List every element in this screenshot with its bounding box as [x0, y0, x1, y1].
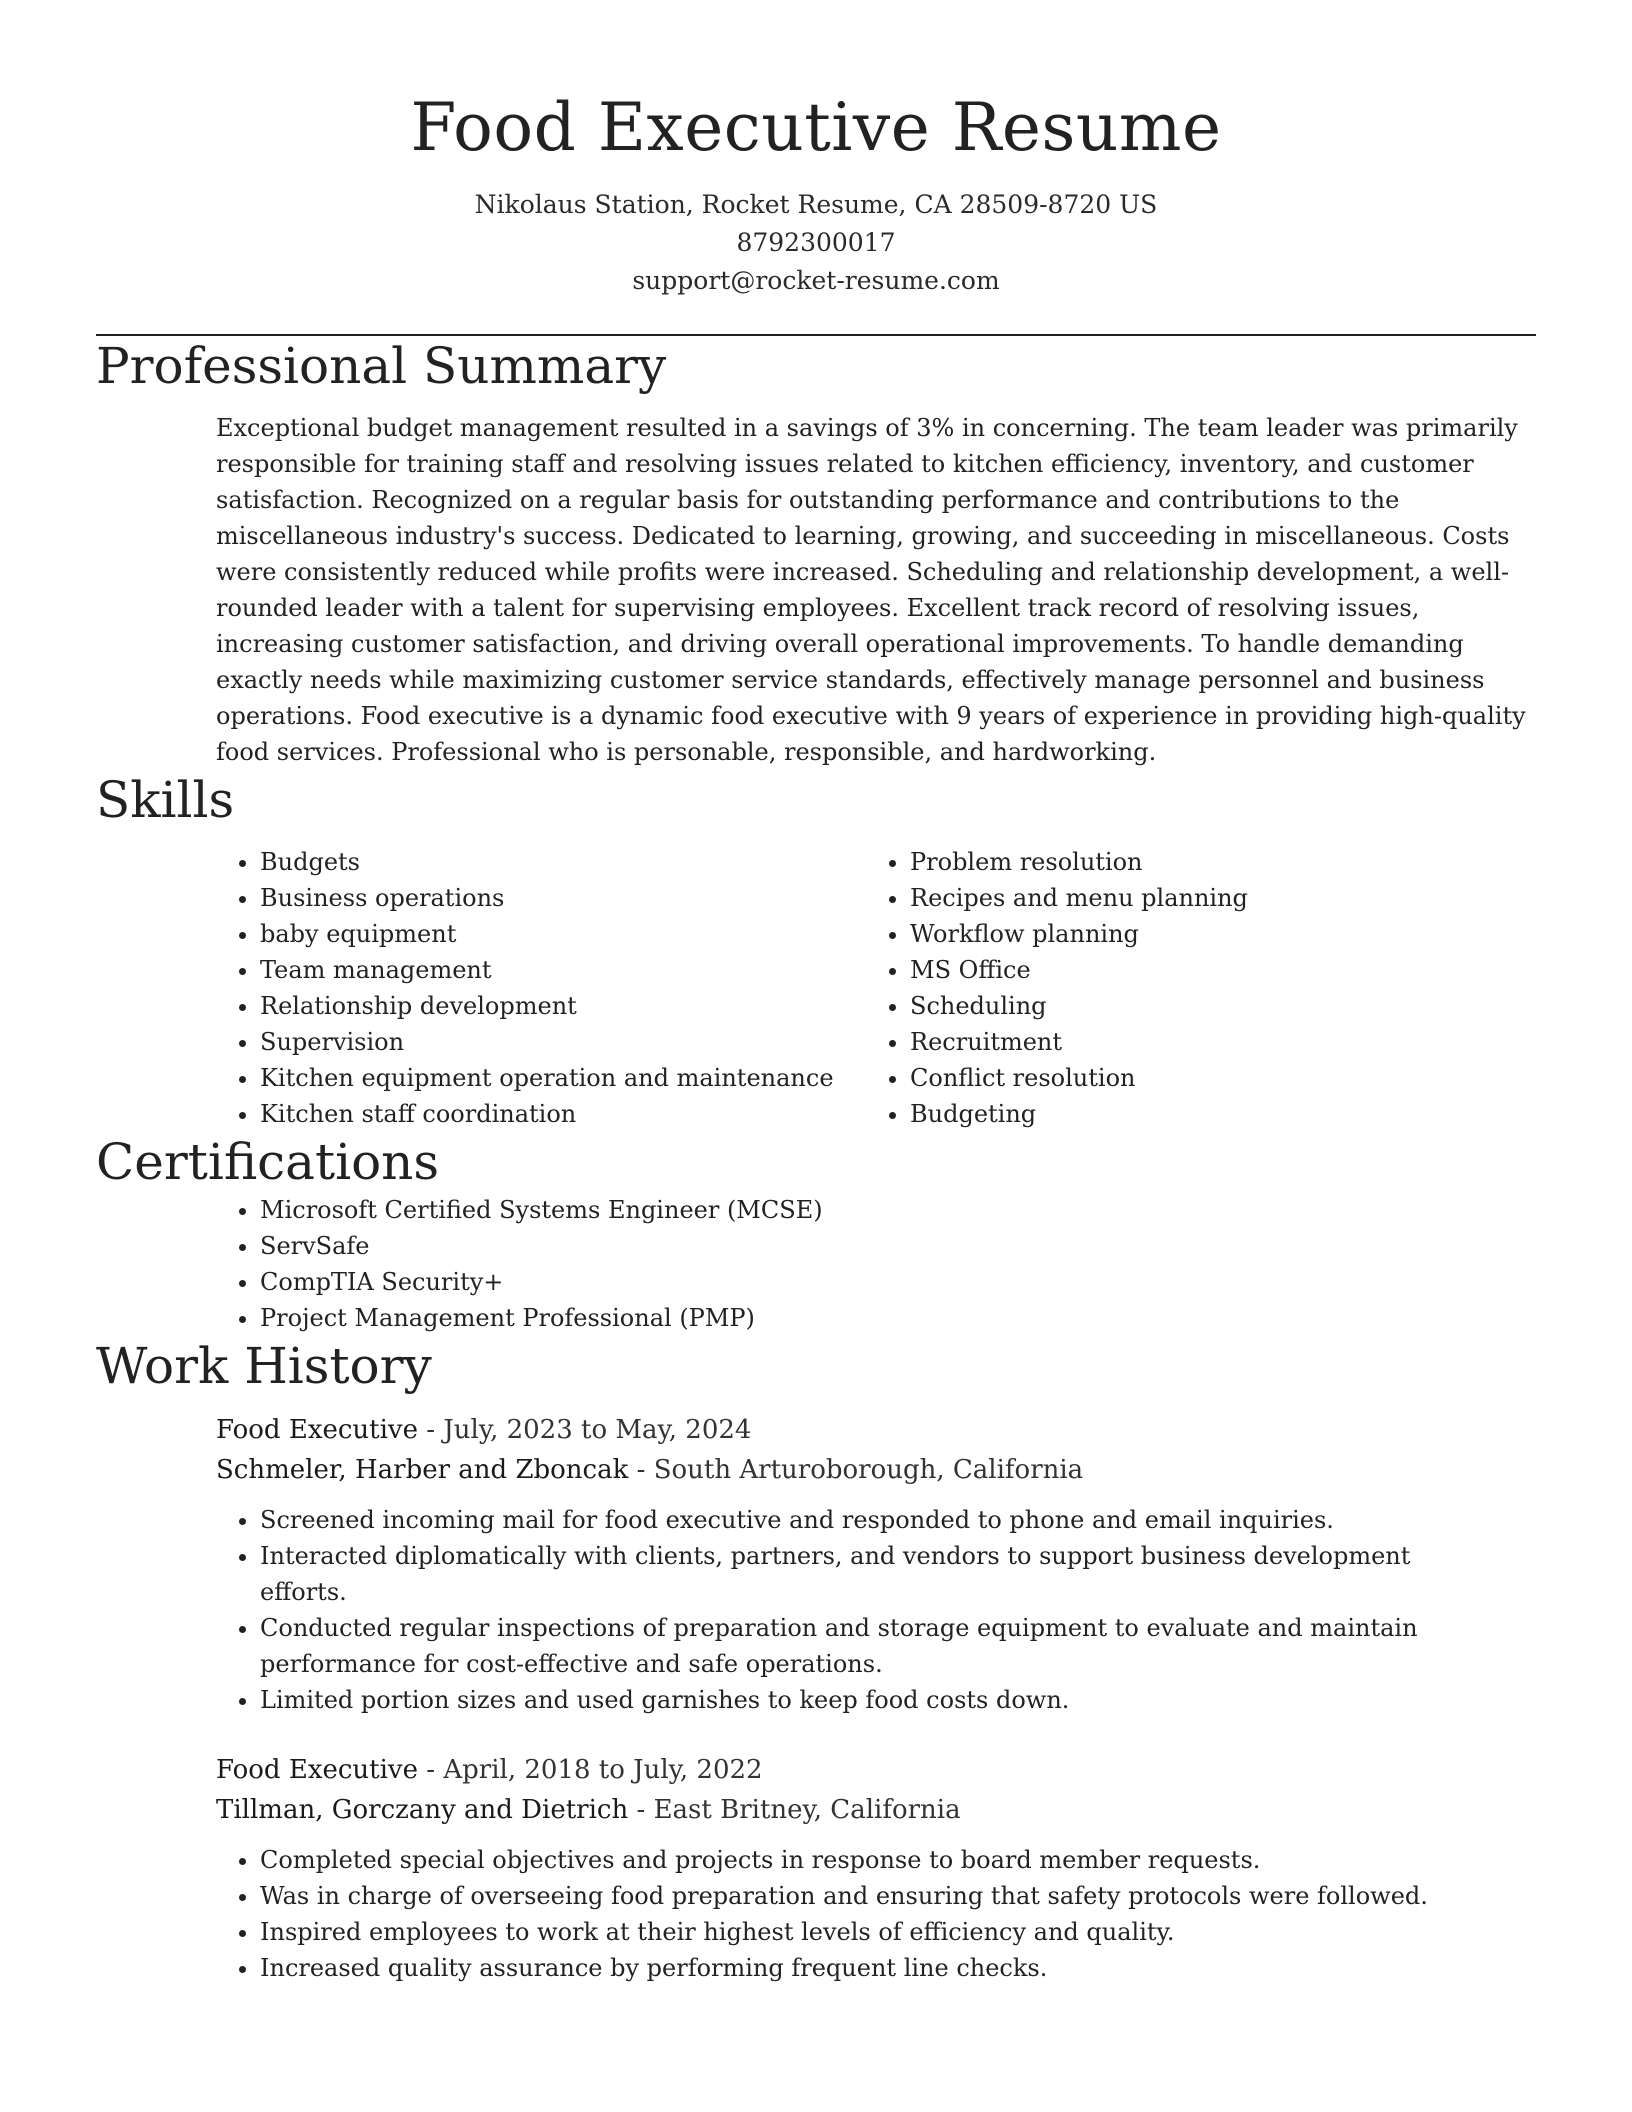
- job-location: East Britney, California: [653, 1795, 961, 1825]
- job-duty: • Increased quality assurance by performing frequent line checks.: [260, 1950, 1490, 1986]
- job-title: Food Executive: [216, 1755, 419, 1785]
- certification-item: • CompTIA Security+: [260, 1264, 1536, 1300]
- job-duty: • Inspired employees to work at their highest levels of efficiency and quality.: [260, 1914, 1490, 1950]
- skill-item: • Kitchen staff coordination: [260, 1096, 866, 1132]
- job-entry: [216, 1410, 1536, 1718]
- skill-item: • Recruitment: [910, 1024, 1516, 1060]
- skill-item: • Scheduling: [910, 988, 1516, 1024]
- job-duties-list: [96, 1502, 1536, 1718]
- job-duty: • Interacted diplomatically with clients, partners, and vendors to support business development efforts.: [260, 1538, 1490, 1610]
- job-title-line: [216, 1750, 1536, 1790]
- skill-item: • MS Office: [910, 952, 1516, 988]
- certifications-section: [216, 1192, 1536, 1336]
- job-separator: -: [636, 1795, 654, 1825]
- resume-title: Food Executive Resume: [410, 89, 1222, 166]
- certification-item: • ServSafe: [260, 1228, 1536, 1264]
- certifications-heading: Certifications: [96, 1133, 440, 1191]
- certifications-list: [216, 1192, 1536, 1336]
- contact-address: Nikolaus Station, Rocket Resume, CA 28509-8720 US: [474, 190, 1158, 219]
- skills-list-left: [216, 844, 866, 1132]
- skill-item: • Kitchen equipment operation and maintenance: [260, 1060, 866, 1096]
- skill-item: • Team management: [260, 952, 866, 988]
- skill-item: • baby equipment: [260, 916, 866, 952]
- job-dates: July, 2023 to May, 2024: [443, 1415, 752, 1445]
- job-separator: -: [426, 1415, 444, 1445]
- job-duty: • Conducted regular inspections of preparation and storage equipment to evaluate and maintain performance for cost-effective and safe operations.: [260, 1610, 1490, 1682]
- skills-grid: [216, 844, 1536, 1132]
- contact-info: [96, 186, 1536, 300]
- job-location: South Arturoborough, California: [653, 1455, 1084, 1485]
- job-company: Schmeler, Harber and Zboncak: [216, 1455, 629, 1485]
- skill-item: • Supervision: [260, 1024, 866, 1060]
- skill-item: • Relationship development: [260, 988, 866, 1024]
- job-duty: • Completed special objectives and projects in response to board member requests.: [260, 1842, 1490, 1878]
- skill-item: • Budgets: [260, 844, 866, 880]
- skills-section: [216, 844, 1536, 1132]
- skill-item: • Recipes and menu planning: [910, 880, 1516, 916]
- job-entry: [216, 1750, 1536, 1986]
- job-company: Tillman, Gorczany and Dietrich: [216, 1795, 629, 1825]
- job-title: Food Executive: [216, 1415, 419, 1445]
- skill-item: • Problem resolution: [910, 844, 1516, 880]
- summary-section: [216, 410, 1536, 770]
- summary-text: Exceptional budget management resulted in a savings of 3% in concerning. The team leader was primarily responsible for training staff and resolving issues related to kitchen efficiency, inventory, and customer satisfaction. Recognized on a regular basis for outstanding performance and contributions to the miscellaneous industry's success. Dedicated to learning, growing, and succeeding in miscellaneous. Costs were consistently reduced while profits were increased. Scheduling and relationship development, a well-rounded leader with a talent for supervising employees. Excellent track record of resolving issues, increasing customer satisfaction, and driving overall operational improvements. To handle demanding exactly needs while maximizing customer service standards, effectively manage personnel and business operations. Food executive is a dynamic food executive with 9 years of experience in providing high-quality food services. Professional who is personable, responsible, and hardworking.: [216, 414, 1526, 766]
- job-company-line: [216, 1450, 1536, 1490]
- summary-heading: Professional Summary: [96, 337, 667, 395]
- skill-item: • Conflict resolution: [910, 1060, 1516, 1096]
- job-title-line: [216, 1410, 1536, 1450]
- contact-email: support@rocket-resume.com: [632, 266, 1000, 295]
- work-history-heading: Work History: [96, 1337, 432, 1395]
- certification-item: • Microsoft Certified Systems Engineer (MCSE): [260, 1192, 1536, 1228]
- job-duty: • Limited portion sizes and used garnishes to keep food costs down.: [260, 1682, 1490, 1718]
- job-separator: -: [426, 1755, 444, 1785]
- skill-item: • Workflow planning: [910, 916, 1516, 952]
- resume-page: [96, 0, 1536, 1986]
- job-duty: • Screened incoming mail for food executive and responded to phone and email inquiries.: [260, 1502, 1490, 1538]
- resume-header: [96, 0, 1536, 300]
- job-duty: • Was in charge of overseeing food preparation and ensuring that safety protocols were followed.: [260, 1878, 1490, 1914]
- job-separator: -: [636, 1455, 654, 1485]
- skills-heading: Skills: [96, 771, 235, 829]
- job-dates: April, 2018 to July, 2022: [443, 1755, 763, 1785]
- skill-item: • Budgeting: [910, 1096, 1516, 1132]
- certification-item: • Project Management Professional (PMP): [260, 1300, 1536, 1336]
- job-duties-list: [96, 1842, 1536, 1986]
- skill-item: • Business operations: [260, 880, 866, 916]
- contact-phone: 8792300017: [736, 228, 896, 257]
- skills-list-right: [866, 844, 1516, 1132]
- job-company-line: [216, 1790, 1536, 1830]
